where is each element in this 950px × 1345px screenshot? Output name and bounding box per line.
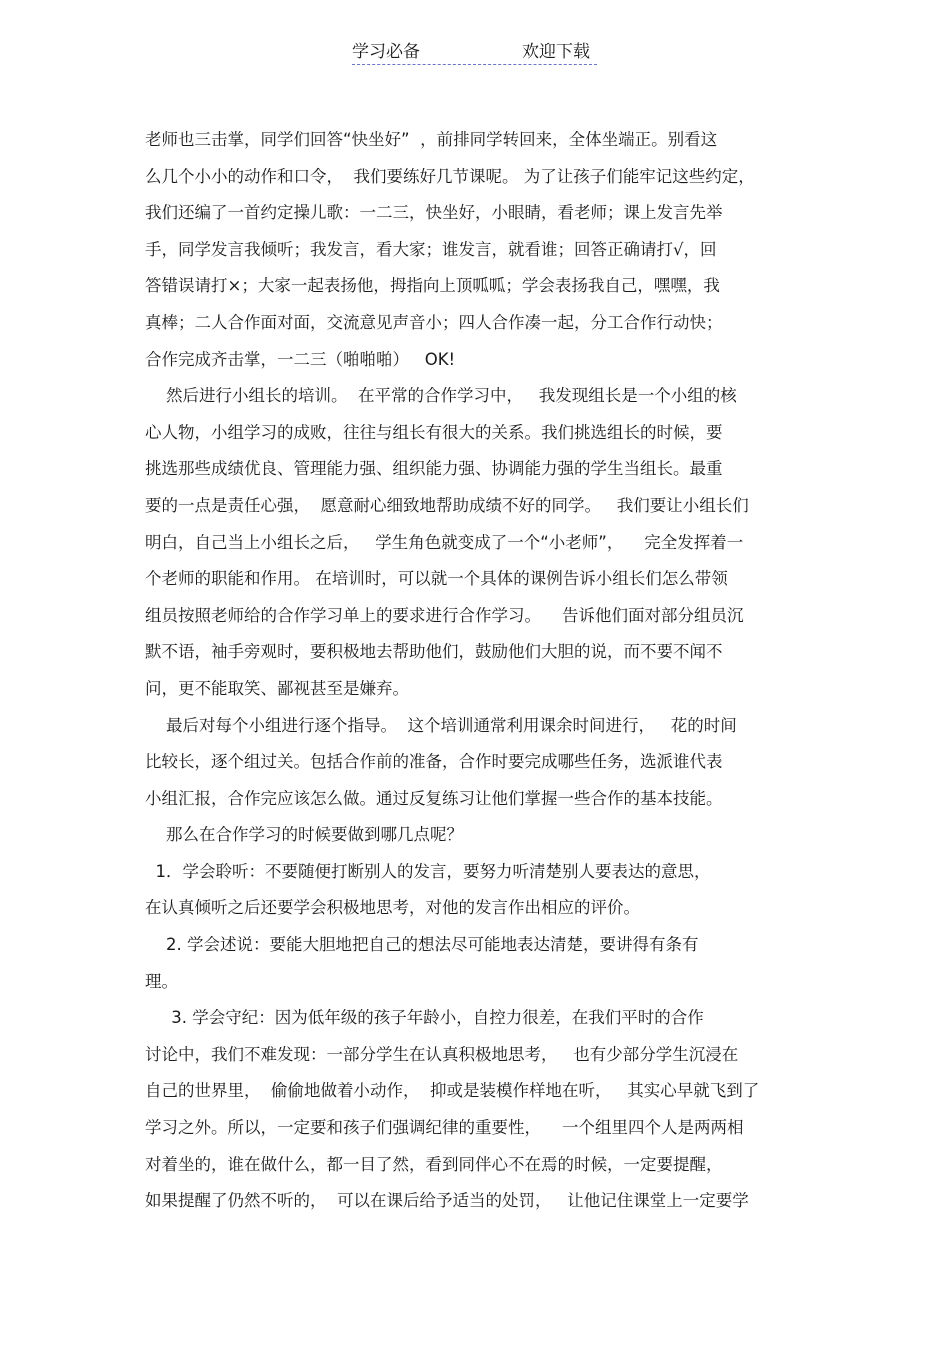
text-line: 讨论中，我们不难发现：一部分学生在认真积极地思考， 也有少部分学生沉浸在 — [145, 1044, 739, 1064]
text-line: 默不语，袖手旁观时，要积极地去帮助他们，鼓励他们大胆的说，而不要不闻不 — [145, 642, 723, 662]
body-text — [145, 122, 815, 1220]
text-line: 对着坐的，谁在做什么，都一目了然，看到同伴心不在焉的时候，一定要提醒， — [145, 1154, 723, 1174]
text-line: 组员按照老师给的合作学习单上的要求进行合作学习。 告诉他们面对部分组员沉 — [145, 605, 744, 625]
text-line: 我们还编了一首约定操儿歌：一二三，快坐好，小眼睛，看老师；课上发言先举 — [145, 203, 723, 223]
text-line: 小组汇报，合作完应该怎么做。通过反复练习让他们掌握一些合作的基本技能。 — [145, 788, 723, 808]
page-header — [352, 40, 597, 66]
header-dashed-rule — [352, 64, 597, 65]
text-line: 3. 学会守纪：因为低年级的孩子年龄小，自控力很差，在我们平时的合作 — [145, 1008, 704, 1028]
text-line: 真棒；二人合作面对面，交流意见声音小；四人合作凑一起，分工合作行动快； — [145, 312, 723, 332]
text-line: 要的一点是责任心强， 愿意耐心细致地帮助成绩不好的同学。 我们要让小组长们 — [145, 495, 749, 515]
header-right-text: 欢迎下载 — [522, 42, 590, 62]
text-line: 么几个小小的动作和口令， 我们要练好几节课呢。 为了让孩子们能牢记这些约定， — [145, 166, 755, 186]
text-line: 答错误请打×；大家一起表扬他，拇指向上顶呱呱；学会表扬我自己，嘿嘿，我 — [145, 276, 720, 296]
text-line: 老师也三击掌，同学们回答“快坐好” ，前排同学转回来，全体坐端正。别看这 — [145, 130, 718, 149]
text-line: 手，同学发言我倾听；我发言，看大家；谁发言，就看谁；回答正确请打√，回 — [145, 239, 717, 259]
text-line: 个老师的职能和作用。 在培训时，可以就一个具体的课例告诉小组长们怎么带领 — [145, 569, 728, 589]
text-line: 理。 — [145, 971, 178, 991]
text-line: 明白，自己当上小组长之后， 学生角色就变成了一个“小老师”， 完全发挥着一 — [145, 532, 744, 552]
text-line: 合作完成齐击掌，一二三（啪啪啪） OK! — [145, 349, 456, 369]
header-left-text: 学习必备 — [352, 42, 420, 62]
text-line: 比较长，逐个组过关。包括合作前的准备，合作时要完成哪些任务，选派谁代表 — [145, 752, 723, 772]
text-line: 2. 学会述说：要能大胆地把自己的想法尽可能地表达清楚，要讲得有条有 — [145, 935, 699, 955]
text-line: 那么在合作学习的时候要做到哪几点呢？ — [145, 825, 463, 845]
text-line: 问，更不能取笑、鄙视甚至是嫌弃。 — [145, 678, 409, 698]
text-line: 心人物，小组学习的成败，往往与组长有很大的关系。我们挑选组长的时候，要 — [145, 422, 723, 442]
text-line: 在认真倾听之后还要学会积极地思考，对他的发言作出相应的评价。 — [145, 898, 640, 918]
text-line: 1．学会聆听：不要随便打断别人的发言，要努力听清楚别人要表达的意思， — [145, 861, 711, 881]
text-line: 自己的世界里， 偷偷地做着小动作， 抑或是装模作样地在听， 其实心早就飞到了 — [145, 1081, 760, 1101]
text-line: 挑选那些成绩优良、管理能力强、组织能力强、协调能力强的学生当组长。最重 — [145, 459, 723, 479]
text-line: 学习之外。所以，一定要和孩子们强调纪律的重要性， 一个组里四个人是两两相 — [145, 1118, 744, 1138]
text-line: 然后进行小组长的培训。 在平常的合作学习中， 我发现组长是一个小组的核 — [145, 386, 737, 406]
text-line: 如果提醒了仍然不听的， 可以在课后给予适当的处罚， 让他记住课堂上一定要学 — [145, 1191, 749, 1211]
text-line: 最后对每个小组进行逐个指导。 这个培训通常利用课余时间进行， 花的时间 — [145, 715, 737, 735]
